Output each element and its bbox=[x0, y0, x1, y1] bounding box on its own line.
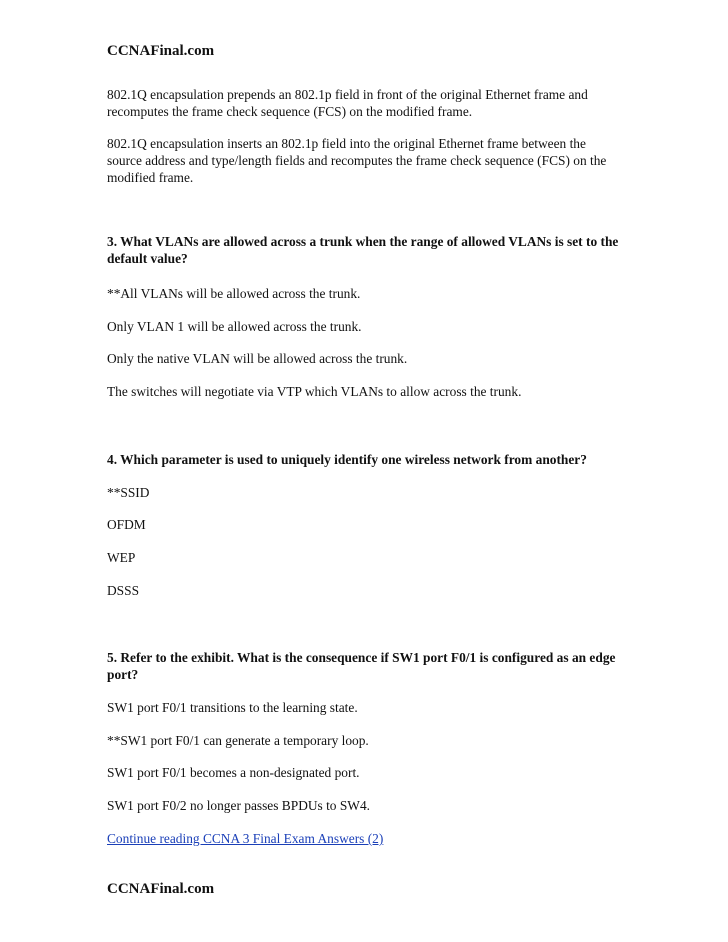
page-header-site-name: CCNAFinal.com bbox=[107, 43, 215, 59]
continue-reading-link[interactable]: Continue reading CCNA 3 Final Exam Answers (2) bbox=[107, 831, 384, 846]
intro-option-1: 802.1Q encapsulation prepends an 802.1p field in front of the original Ethernet frame and recomputes the frame check sequence (FCS) on the modified frame. bbox=[107, 87, 588, 119]
question-4-option-1: **SSID bbox=[107, 485, 150, 500]
question-5-option-3: SW1 port F0/1 becomes a non-designated port. bbox=[107, 765, 360, 780]
question-4-option-3: WEP bbox=[107, 550, 136, 565]
intro-option-2: 802.1Q encapsulation inserts an 802.1p field into the original Ethernet frame between the source address and type/length fields and recomputes the frame check sequence (FCS) on the modified frame. bbox=[107, 136, 607, 185]
question-3-option-4: The switches will negotiate via VTP which VLANs to allow across the trunk. bbox=[107, 384, 522, 399]
question-3: 3. What VLANs are allowed across a trunk when the range of allowed VLANs is set to the default value? bbox=[107, 234, 619, 266]
question-5-option-1: SW1 port F0/1 transitions to the learning state. bbox=[107, 700, 358, 715]
page-footer-site-name: CCNAFinal.com bbox=[107, 881, 215, 897]
question-5-option-4: SW1 port F0/2 no longer passes BPDUs to SW4. bbox=[107, 798, 370, 813]
question-4-option-2: OFDM bbox=[107, 517, 146, 532]
question-5-option-2: **SW1 port F0/1 can generate a temporary loop. bbox=[107, 733, 369, 748]
question-3-option-2: Only VLAN 1 will be allowed across the trunk. bbox=[107, 319, 362, 334]
question-3-option-3: Only the native VLAN will be allowed across the trunk. bbox=[107, 351, 408, 366]
question-4: 4. Which parameter is used to uniquely identify one wireless network from another? bbox=[107, 452, 587, 467]
question-3-option-1: **All VLANs will be allowed across the trunk. bbox=[107, 286, 361, 301]
question-4-option-4: DSSS bbox=[107, 583, 140, 598]
continue-reading-paragraph bbox=[107, 830, 622, 847]
question-5: 5. Refer to the exhibit. What is the consequence if SW1 port F0/1 is configured as an edge port? bbox=[107, 650, 616, 682]
